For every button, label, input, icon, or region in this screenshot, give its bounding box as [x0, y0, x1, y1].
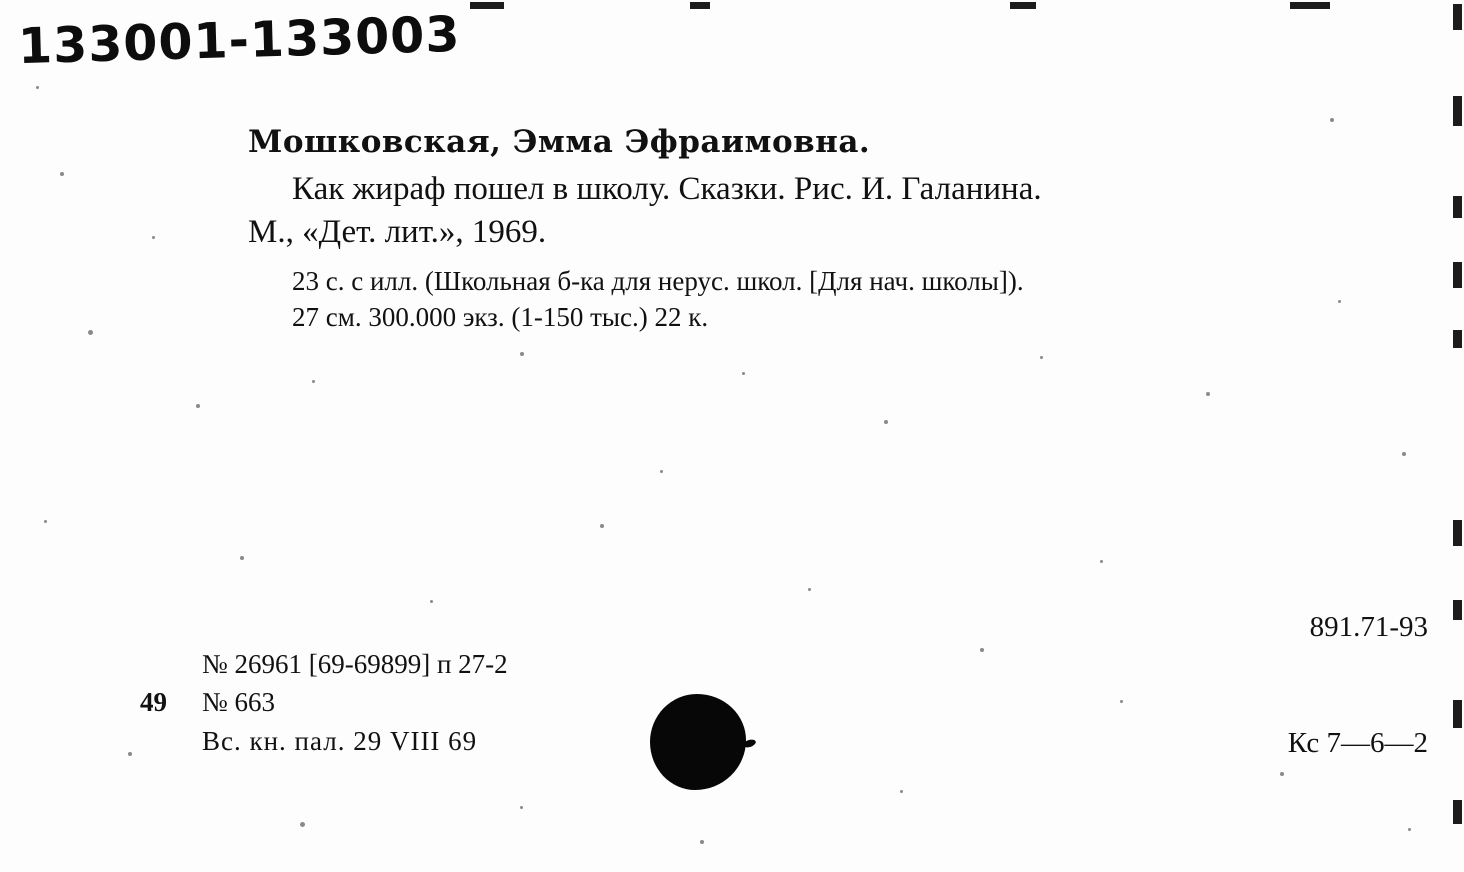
control-number-line-1: № 26961 [69-69899] п 27-2 [202, 649, 508, 680]
accession-number-handwritten: 133001-133003 [17, 5, 462, 76]
control-number-row-1 [140, 645, 508, 683]
scan-edge-right [1446, 0, 1464, 872]
classification-number: 891.71-93 [1309, 611, 1428, 643]
title-statement [248, 168, 1413, 254]
footer-code: Кс 7—6—2 [1287, 727, 1428, 759]
control-number-line-2: № 663 [202, 687, 276, 718]
bibliographic-record [248, 124, 1413, 336]
lead-number: 49 [140, 687, 167, 718]
control-number-row-2 [140, 683, 508, 721]
title-line-2: М., «Дет. лит.», 1969. [248, 213, 547, 250]
author-heading: Мошковская, Эмма Эфраимовна. [248, 124, 871, 160]
ink-blot-icon [650, 694, 746, 790]
collation-statement [248, 264, 1413, 336]
collation-line-2: 27 см. 300.000 экз. (1-150 тыс.) 22 к. [292, 301, 709, 332]
collation-line-1: 23 с. с илл. (Школьная б-ка для нерус. школ. [Для нач. школы]). [292, 265, 1024, 296]
scan-edge-top [0, 0, 1464, 10]
control-number-row-3 [140, 722, 508, 760]
control-number-line-3: Вс. кн. пал. 29 VIII 69 [202, 725, 478, 756]
control-numbers [140, 645, 508, 760]
title-line-1: Как жираф пошел в школу. Сказки. Рис. И. Галанина. [292, 171, 1042, 207]
